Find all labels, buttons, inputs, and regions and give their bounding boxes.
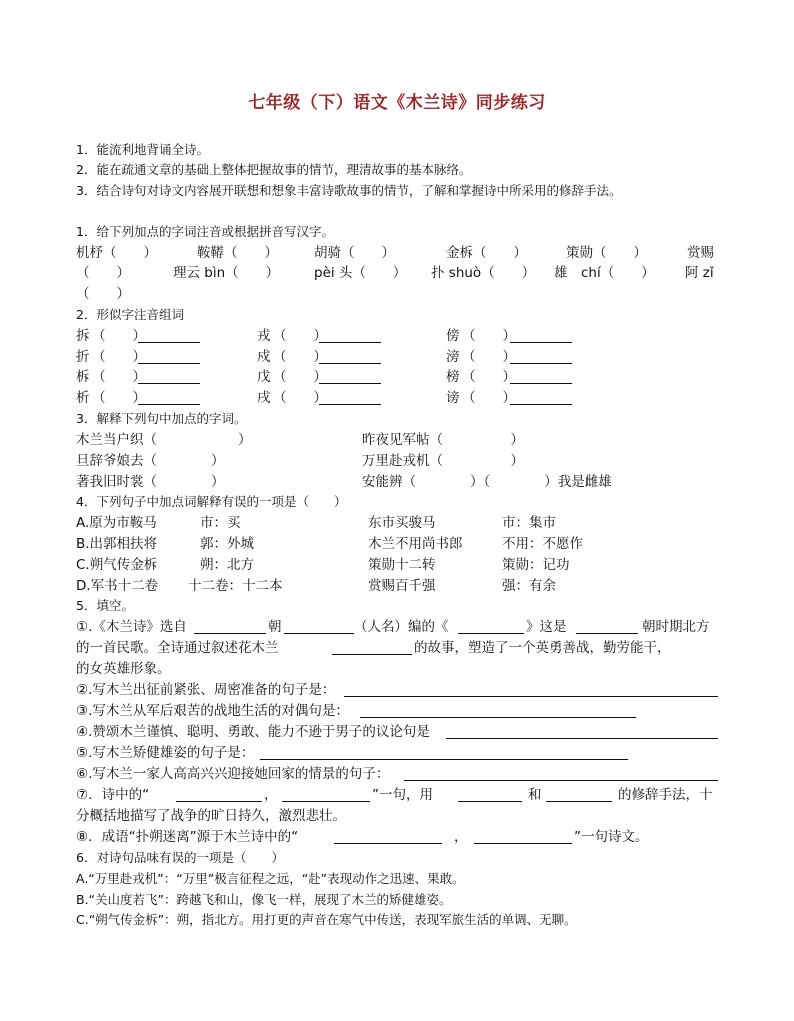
q5-text: 的修辞手法，十 bbox=[618, 787, 713, 803]
q4-cell: 郭：外城 bbox=[200, 536, 254, 552]
q5-text: ⑥.写木兰一家人高高兴兴迎接她回家的情景的句子： bbox=[76, 766, 390, 782]
q3-item[interactable]: 昨夜见军帖（ ） bbox=[362, 432, 524, 448]
q4-heading: 4．下列句子中加点词解释有误的一项是（ ） bbox=[76, 494, 347, 509]
q6-option-a[interactable]: A.“万里赴戎机”：“万里”极言征程之远，“赴”表现动作之迅速、果敢。 bbox=[76, 871, 465, 886]
q3-item[interactable]: 万里赴戎机（ ） bbox=[362, 453, 524, 469]
q2-paren[interactable]: （ ） bbox=[462, 369, 516, 385]
q2-char: 傍 bbox=[446, 328, 460, 344]
q5-blank[interactable] bbox=[282, 801, 370, 802]
q5-blank[interactable] bbox=[332, 654, 412, 655]
q2-blank[interactable] bbox=[510, 383, 572, 384]
q3-item[interactable]: 著我旧时裳（ ） bbox=[76, 474, 225, 490]
page-title: 七年级（下）语文《木兰诗》同步练习 bbox=[248, 93, 546, 113]
q2-paren[interactable]: （ ） bbox=[92, 390, 146, 406]
q6-option-c[interactable]: C.“朔气传金柝”：朔，指北方。用打更的声音在寒气中传送，表现军旅生活的单调、无聊。 bbox=[76, 912, 577, 927]
q5-blank[interactable] bbox=[194, 633, 266, 634]
q3-heading: 3．解释下列句中加点的字词。 bbox=[76, 411, 247, 426]
q4-cell: 策勋十二转 bbox=[368, 557, 436, 573]
q2-blank[interactable] bbox=[138, 383, 200, 384]
q5-blank[interactable] bbox=[404, 780, 718, 781]
q1-item: pèi 头（ ） bbox=[314, 265, 407, 281]
q5-text: ①.《木兰诗》选自 bbox=[76, 619, 187, 635]
q1-item: （ ） bbox=[76, 265, 130, 281]
q2-paren[interactable]: （ ） bbox=[92, 369, 146, 385]
q2-blank[interactable] bbox=[510, 342, 572, 343]
objective-2: 2．能在疏通文章的基础上整体把握故事的情节，理清故事的基本脉络。 bbox=[76, 162, 472, 177]
q5-text: 朝时期北方 bbox=[642, 619, 710, 635]
q1-item: 理云 bìn（ ） bbox=[173, 265, 280, 281]
q5-text: ④.赞颂木兰谨慎、聪明、勇敢、能力不逊于男子的议论句是 bbox=[76, 724, 430, 740]
q4-cell: B.出郭相扶将 bbox=[76, 536, 158, 552]
q2-char: 戍 bbox=[257, 349, 271, 365]
q2-char: 析 bbox=[76, 390, 90, 406]
q3-item[interactable]: 安能辨（ ）（ ）我是雌雄 bbox=[362, 474, 612, 490]
q2-paren[interactable]: （ ） bbox=[273, 369, 327, 385]
objective-3: 3．结合诗句对诗文内容展开联想和想象丰富诗歌故事的情节，了解和掌握诗中所采用的修辞手法。 bbox=[76, 183, 622, 198]
q1-item: （ ） bbox=[76, 286, 130, 302]
q5-blank[interactable] bbox=[546, 801, 612, 802]
q2-paren[interactable]: （ ） bbox=[462, 349, 516, 365]
q4-cell: 策勋：记功 bbox=[502, 557, 570, 573]
q4-cell: D.军书十二卷 bbox=[76, 578, 159, 594]
q1-item: 胡骑（ ） bbox=[314, 245, 395, 261]
q2-heading: 2．形似字注音组词 bbox=[76, 307, 184, 322]
q5-text: ⑧．成语“扑朔迷离”源于木兰诗中的“ bbox=[76, 829, 299, 845]
q1-item: 鞍鞯（ ） bbox=[197, 245, 278, 261]
q5-blank[interactable] bbox=[360, 717, 636, 718]
q2-char: 滂 bbox=[446, 349, 460, 365]
q6-heading: 6．对诗句品味有误的一项是（ ） bbox=[76, 850, 284, 865]
q2-paren[interactable]: （ ） bbox=[92, 349, 146, 365]
q5-text: 的故事，塑造了一个英勇善战，勤劳能干， bbox=[414, 640, 671, 656]
q2-blank[interactable] bbox=[138, 404, 200, 405]
q5-text: ”一句，用 bbox=[372, 787, 433, 803]
q3-item[interactable]: 旦辞爷娘去（ ） bbox=[76, 453, 225, 469]
q4-cell: 十二卷：十二本 bbox=[188, 578, 283, 594]
q5-blank[interactable] bbox=[474, 843, 572, 844]
q5-blank[interactable] bbox=[176, 801, 262, 802]
q5-text: 和 bbox=[528, 787, 542, 803]
q4-cell: 东市买骏马 bbox=[368, 515, 436, 531]
q1-heading: 1．给下列加点的字词注音或根据拼音写汉字。 bbox=[76, 224, 334, 239]
q2-char: 折 bbox=[76, 349, 90, 365]
q1-item: 阿 zǐ bbox=[685, 265, 714, 281]
q1-item: 扑 shuò（ ） bbox=[431, 265, 536, 281]
q2-char: 戊 bbox=[257, 369, 271, 385]
q5-text: （人名）编的《 bbox=[354, 619, 449, 635]
q1-item: 策勋（ ） bbox=[566, 245, 647, 261]
q6-option-b[interactable]: B.“关山度若飞”：跨越飞和山，像飞一样，展现了木兰的矫健雄姿。 bbox=[76, 892, 452, 907]
q2-char: 谤 bbox=[446, 390, 460, 406]
q2-blank[interactable] bbox=[138, 363, 200, 364]
q5-text: ”一句诗文。 bbox=[574, 829, 649, 845]
q5-blank[interactable] bbox=[458, 633, 524, 634]
q5-text: 的女英雄形象。 bbox=[76, 661, 171, 677]
q5-blank[interactable] bbox=[446, 738, 718, 739]
q4-cell: 市：买 bbox=[200, 515, 241, 531]
q5-blank[interactable] bbox=[344, 696, 718, 697]
q2-paren[interactable]: （ ） bbox=[462, 328, 516, 344]
q5-text: 朝 bbox=[268, 619, 282, 635]
q4-cell: A.原为市鞍马 bbox=[76, 515, 157, 531]
q5-text: ⑤.写木兰矫健雄姿的句子是： bbox=[76, 745, 255, 761]
q3-item[interactable]: 木兰当户织（ ） bbox=[76, 432, 252, 448]
q5-heading: 5．填空。 bbox=[76, 598, 134, 613]
q5-text: ⑦．诗中的“ bbox=[76, 787, 150, 803]
q2-char: 拆 bbox=[76, 328, 90, 344]
q5-blank[interactable] bbox=[284, 633, 354, 634]
q5-text: 》这是 bbox=[526, 619, 567, 635]
q5-text: ②.写木兰出征前紧张、周密准备的句子是： bbox=[76, 682, 336, 698]
q2-blank[interactable] bbox=[319, 383, 381, 384]
q2-paren[interactable]: （ ） bbox=[273, 349, 327, 365]
q2-char: 榜 bbox=[446, 369, 460, 385]
q1-item: 金柝（ ） bbox=[446, 245, 527, 261]
q2-blank[interactable] bbox=[510, 404, 572, 405]
q5-blank[interactable] bbox=[458, 801, 522, 802]
q2-paren[interactable]: （ ） bbox=[92, 328, 146, 344]
q2-paren[interactable]: （ ） bbox=[273, 390, 327, 406]
q4-cell: 朔：北方 bbox=[200, 557, 254, 573]
q5-blank[interactable] bbox=[334, 843, 442, 844]
q4-cell: 强：有余 bbox=[502, 578, 556, 594]
q4-cell: 木兰不用尚书郎 bbox=[368, 536, 463, 552]
q4-cell: 市：集市 bbox=[502, 515, 556, 531]
q2-char: 柝 bbox=[76, 369, 90, 385]
q2-blank[interactable] bbox=[319, 363, 381, 364]
q1-item: 赏赐 bbox=[687, 245, 714, 261]
q4-cell: 不用：不愿作 bbox=[502, 536, 583, 552]
q4-cell: 赏赐百千强 bbox=[368, 578, 436, 594]
q5-text: ③.写木兰从军后艰苦的战地生活的对偶句是： bbox=[76, 703, 349, 719]
q2-paren[interactable]: （ ） bbox=[462, 390, 516, 406]
q5-text: ， bbox=[454, 829, 468, 845]
q2-blank[interactable] bbox=[510, 363, 572, 364]
q2-blank[interactable] bbox=[319, 404, 381, 405]
q2-char: 戌 bbox=[257, 390, 271, 406]
objective-1: 1．能流利地背诵全诗。 bbox=[76, 142, 209, 157]
q4-cell: C.朔气传金柝 bbox=[76, 557, 158, 573]
q5-text: 分概括地描写了战争的旷日持久，激烈悲壮。 bbox=[76, 808, 346, 824]
q2-paren[interactable]: （ ） bbox=[273, 328, 327, 344]
q2-blank[interactable] bbox=[319, 342, 381, 343]
q5-text: 的一首民歌。全诗通过叙述花木兰 bbox=[76, 640, 279, 656]
q1-item: 雄 chí（ ） bbox=[554, 265, 655, 281]
q5-text: ， bbox=[264, 787, 278, 803]
q2-blank[interactable] bbox=[138, 342, 200, 343]
q1-item: 机杼（ ） bbox=[76, 245, 157, 261]
q5-blank[interactable] bbox=[260, 759, 628, 760]
q2-char: 戎 bbox=[257, 328, 271, 344]
q5-blank[interactable] bbox=[576, 633, 638, 634]
